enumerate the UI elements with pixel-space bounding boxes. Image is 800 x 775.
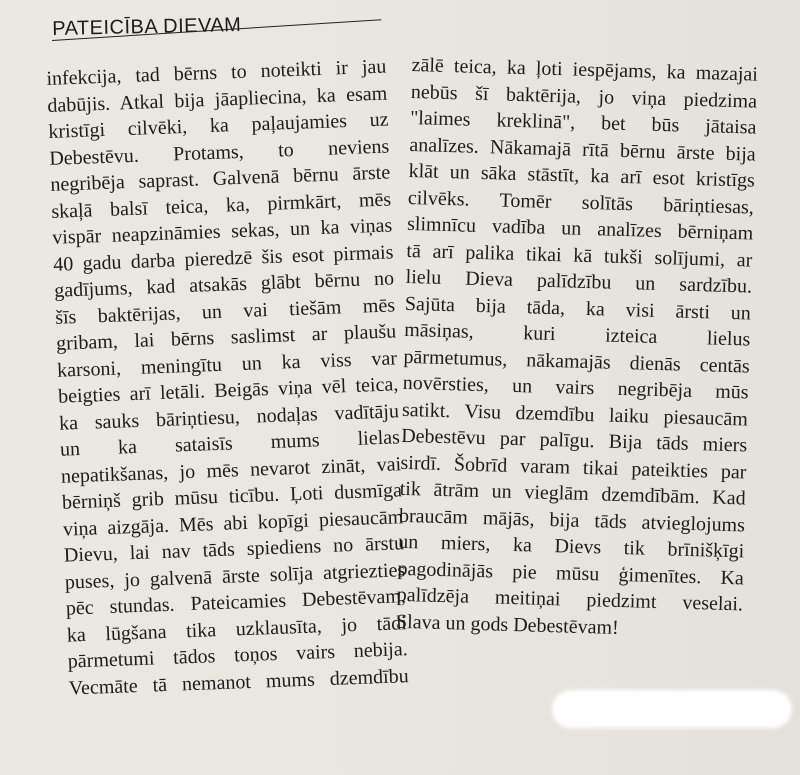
text-line: pārmetumus, nākamajās dienās centās [403,345,750,378]
text-line: Sajūta bija tāda, ka visi ārsti un [404,292,752,325]
text-line: nebūs šī baktērija, jo viņa piedzima [410,80,758,113]
text-line: Slava un gods Debestēvam! [395,610,620,639]
text-line: un miers, ka Dievs tik brīnišķīgi [398,530,745,563]
text-line: klāt un sāka stāstīt, ka arī esot kristīgs [408,159,755,192]
redaction-blur [552,690,792,728]
text-line: viņa aizgāja. Mēs abi kopīgi piesaucām [62,505,404,541]
text-line: pagodinājās pie mūsu ģimenītes. Ka [397,557,744,589]
text-line: "laimes kreklinā", bet būs jātaisa [409,106,757,139]
text-line: nepatikšanas, jo mēs nevarot zināt, vai [60,452,402,488]
text-line: karsoni, meningītu un ka viss var [56,346,398,382]
text-line: tik ātrām un vieglām dzemdībām. Kad [399,477,746,510]
text-line: puses, jo galvenā ārste solīja atgriezties [64,558,406,594]
text-line: ka sauks bāriņtiesu, nodaļas vadītāju [58,399,400,435]
text-line: zālē teica, ka ļoti iespējams, ka mazajai [411,53,758,86]
text-line: dabūjis. Atkal bija jāapliecina, ka esam [47,82,388,117]
text-line: Vecmāte tā nemanot mums dzemdību [68,664,409,700]
text-line: lielu Dieva palīdzību un sardzību. [405,265,752,298]
text-line: palīdzēja meitiņai piedzimt veselai. [396,583,744,616]
text-line: Dievu, lai nav tāds spiediens no ārstu [63,532,405,567]
text-line: braucām mājās, bija tāds atvieglojums [398,504,746,536]
text-line: Debestēvu. Protams, to neviens [48,134,390,170]
text-line: pēc stundas. Pateicamies Debestēvam, [65,585,407,620]
text-line: vispār neapzināmies sekas, un ka viņas [51,214,393,249]
text-line: bērniņš grib mūsu ticību. Ļoti dusmīga [61,479,403,514]
text-line: beigties arī letāli. Beigās viņa vēl teica, [57,373,399,408]
text-line: analīzes. Nākamajā rītā bērnu ārste bija [409,133,756,166]
text-line: cilvēks. Tomēr solītās bāriņtiesas, [407,186,755,219]
text-line: pārmetumi tādos toņos vairs nebija. [67,638,409,673]
text-line: gribam, lai bērns saslimst ar plaušu [55,320,397,355]
text-line: sirdī. Šobrīd varam tikai pateikties par [400,451,747,483]
text-line: Debestēvu par palīgu. Bija tāds miers [400,424,748,457]
text-line: negribēja saprast. Galvenā bērnu ārste [49,161,391,196]
text-line: 40 gadu darba pieredzē šis esot pirmais [52,240,394,276]
text-line: kristīgi cilvēki, ka paļaujamies uz [48,108,389,143]
text-line: skaļā balsī teica, ka, pirmkārt, mēs [50,187,392,223]
text-line: satikt. Visu dzemdību laiku piesaucām [401,398,749,431]
text-line: un ka sataisīs mums lielas [59,426,401,461]
text-line: tā arī palika tikai kā tukši solījumi, ar [406,239,753,272]
text-line: šīs baktērijas, un vai tiešām mēs [54,293,396,329]
text-line: gadījums, kad atsakās glābt bērnu no [53,267,395,302]
text-line: ka lūgšana tika uzklausīta, jo tādi [66,611,408,647]
left-text-column [46,54,409,702]
section-title: PATEICĪBA DIEVAM [52,14,242,40]
text-line: novērsties, un vairs negribēja mūs [402,371,749,404]
text-line: infekcija, tad bērns to noteikti ir jau [46,55,387,90]
right-text-column [396,52,758,644]
text-line: māsiņas, kuri izteica lielus [403,318,751,351]
text-line: slimnīcu vadība un analīzes bērniņam [406,212,754,245]
